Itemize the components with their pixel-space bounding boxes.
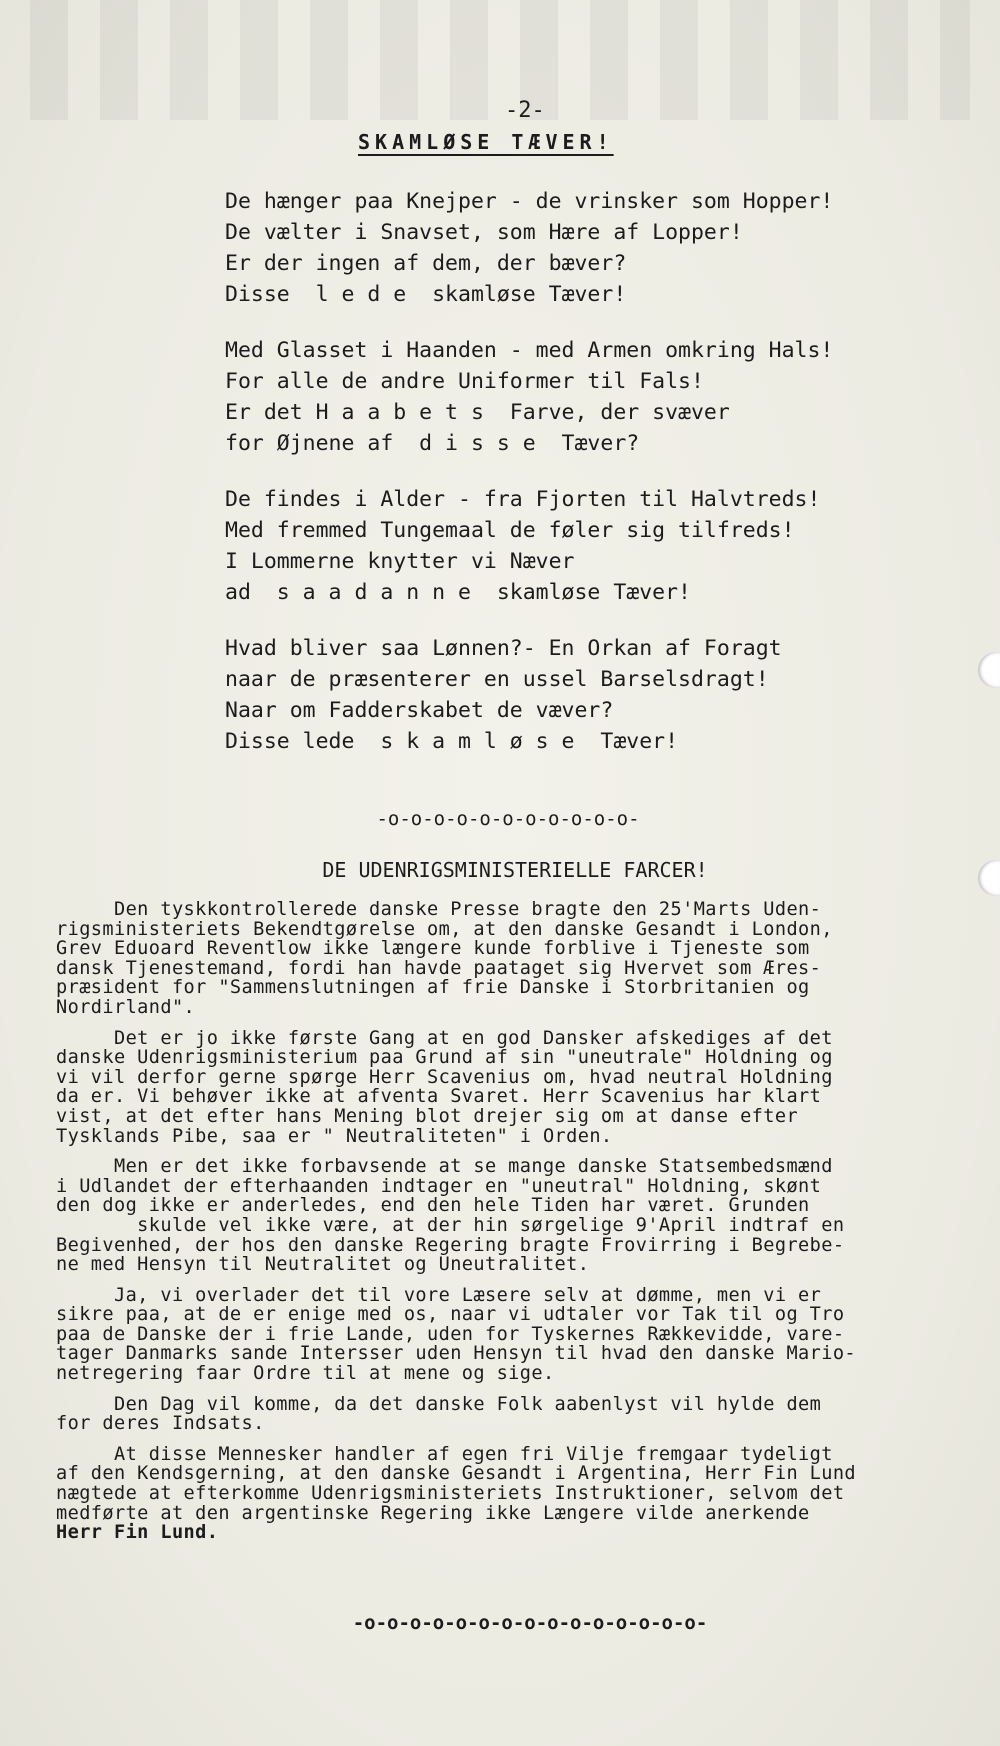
article-line: Det er jo ikke første Gang at en god Dansker afskediges af det [56, 1027, 833, 1049]
article-line: Begivenhed, der hos den danske Regering bragte Frovirring i Begrebe- [56, 1234, 845, 1256]
article-line: Ja, vi overlader det til vore Læsere selv at dømme, men vi er [56, 1284, 822, 1306]
article-line: Nordirland". [56, 996, 196, 1018]
poem-line: For alle de andre Uniformer til Fals! [225, 369, 704, 394]
poem-line: Disse lede s k a m l ø s e Tæver! [225, 729, 679, 754]
article-line: da er. Vi behøver ikke at afventa Svaret. Herr Scavenius har klart [56, 1086, 822, 1108]
article-line: paa de Danske der i frie Lande, uden for Tyskernes Rækkevidde, vare- [56, 1323, 845, 1345]
article-line: nægtede at efterkomme Udenrigsministeriets Instruktioner, selvom det [56, 1483, 845, 1505]
article-closing-name: Herr Fin Lund. [56, 1522, 219, 1544]
article-line: Den tyskkontrollerede danske Presse bragte den 25'Marts Uden- [56, 899, 822, 920]
article-paragraph [56, 1286, 976, 1384]
article-line: medførte at den argentinske Regering ikke Længere vilde anerkende [56, 1502, 810, 1524]
article-paragraph [56, 1445, 976, 1543]
section-separator: -o-o-o-o-o-o-o-o-o-o-o- [376, 808, 640, 830]
punch-hole [978, 652, 1000, 688]
article-line: Tysklands Pibe, saa er " Neutraliteten" i Orden. [56, 1125, 613, 1147]
poem-line: Disse l e d e skamløse Tæver! [225, 282, 627, 307]
poem-line: Naar om Fadderskabet de væver? [225, 698, 614, 723]
poem-line: Er der ingen af dem, der bæver? [225, 251, 627, 276]
article-paragraph [56, 1395, 976, 1434]
poem-stanza [225, 335, 833, 459]
article-line: sikre paa, at de er enige med os, naar vi udtaler vor Tak til og Tro [56, 1304, 845, 1326]
article-title: DE UDENRIGSMINISTERIELLE FARCER! [322, 858, 708, 882]
article-line: skulde vel ikke være, at der hin sørgelige 9'April indtraf en [56, 1214, 845, 1236]
poem-line: Hvad bliver saa Lønnen?- En Orkan af Foragt [225, 636, 782, 661]
article-line: præsident for "Sammenslutningen af frie Danske i Storbritanien og [56, 977, 810, 999]
article-line: tager Danmarks sande Intersser uden Hensyn til hvad den danske Mario- [56, 1343, 857, 1365]
poem-line: I Lommerne knytter vi Næver [225, 549, 575, 574]
article-line: vist, at det efter hans Mening blot drejer sig om at danse efter [56, 1105, 799, 1127]
article-line: ne med Hensyn til Neutralitet og Uneutralitet. [56, 1254, 590, 1276]
article-paragraph [56, 1029, 976, 1147]
section-separator: -o-o-o-o-o-o-o-o-o-o-o-o-o-o-o- [352, 1612, 708, 1634]
poem-stanza [225, 186, 833, 310]
poem-line: De vælter i Snavset, som Hære af Lopper! [225, 220, 743, 245]
article-paragraph [56, 1157, 976, 1275]
poem [225, 186, 833, 782]
article-line: vi vil derfor gerne spørge Herr Scavenius om, hvad neutral Holdning [56, 1066, 833, 1088]
poem-line: ad s a a d a n n e skamløse Tæver! [225, 580, 691, 605]
poem-title: SKAMLØSE TÆVER! [358, 130, 614, 154]
article-line: den dog ikke er anderledes, end den hele Tiden har været. Grunden [56, 1195, 810, 1217]
article-body [56, 900, 976, 1554]
article-paragraph [56, 900, 976, 1018]
article-line: Men er det ikke forbavsende at se mange danske Statsembedsmænd [56, 1156, 833, 1178]
article-line: danske Udenrigsministerium paa Grund af sin "uneutrale" Holdning og [56, 1047, 833, 1069]
article-line: rigsministeriets Bekendtgørelse om, at den danske Gesandt i London, [56, 918, 833, 940]
poem-line: Er det H a a b e t s Farve, der svæver [225, 400, 730, 425]
article-line: i Udlandet der efterhaanden indtager en "uneutral" Holdning, skønt [56, 1175, 822, 1197]
poem-line: for Øjnene af d i s s e Tæver? [225, 431, 640, 456]
article-line: netregering faar Ordre til at mene og sige. [56, 1363, 555, 1385]
page-number: -2- [505, 98, 545, 123]
poem-line: naar de præsenterer en ussel Barselsdragt! [225, 667, 769, 692]
poem-line: De hænger paa Knejper - de vrinsker som Hopper! [225, 189, 834, 214]
article-line: af den Kendsgerning, at den danske Gesandt i Argentina, Herr Fin Lund [56, 1463, 857, 1485]
poem-line: Med Glasset i Haanden - med Armen omkring Hals! [225, 338, 834, 363]
poem-line: Med fremmed Tungemaal de føler sig tilfreds! [225, 518, 795, 543]
poem-stanza [225, 633, 833, 757]
article-line: Grev Eduoard Reventlow ikke længere kunde forblive i Tjeneste som [56, 938, 810, 960]
poem-stanza [225, 484, 833, 608]
bleed-through-heading [30, 0, 970, 120]
article-line: Den Dag vil komme, da det danske Folk aabenlyst vil hylde dem [56, 1393, 822, 1415]
article-line: dansk Tjenestemand, fordi han havde paataget sig Hvervet som Æres- [56, 957, 822, 979]
article-line: At disse Mennesker handler af egen fri Vilje fremgaar tydeligt [56, 1443, 833, 1465]
poem-line: De findes i Alder - fra Fjorten til Halvtreds! [225, 487, 821, 512]
article-line: for deres Indsats. [56, 1413, 265, 1435]
